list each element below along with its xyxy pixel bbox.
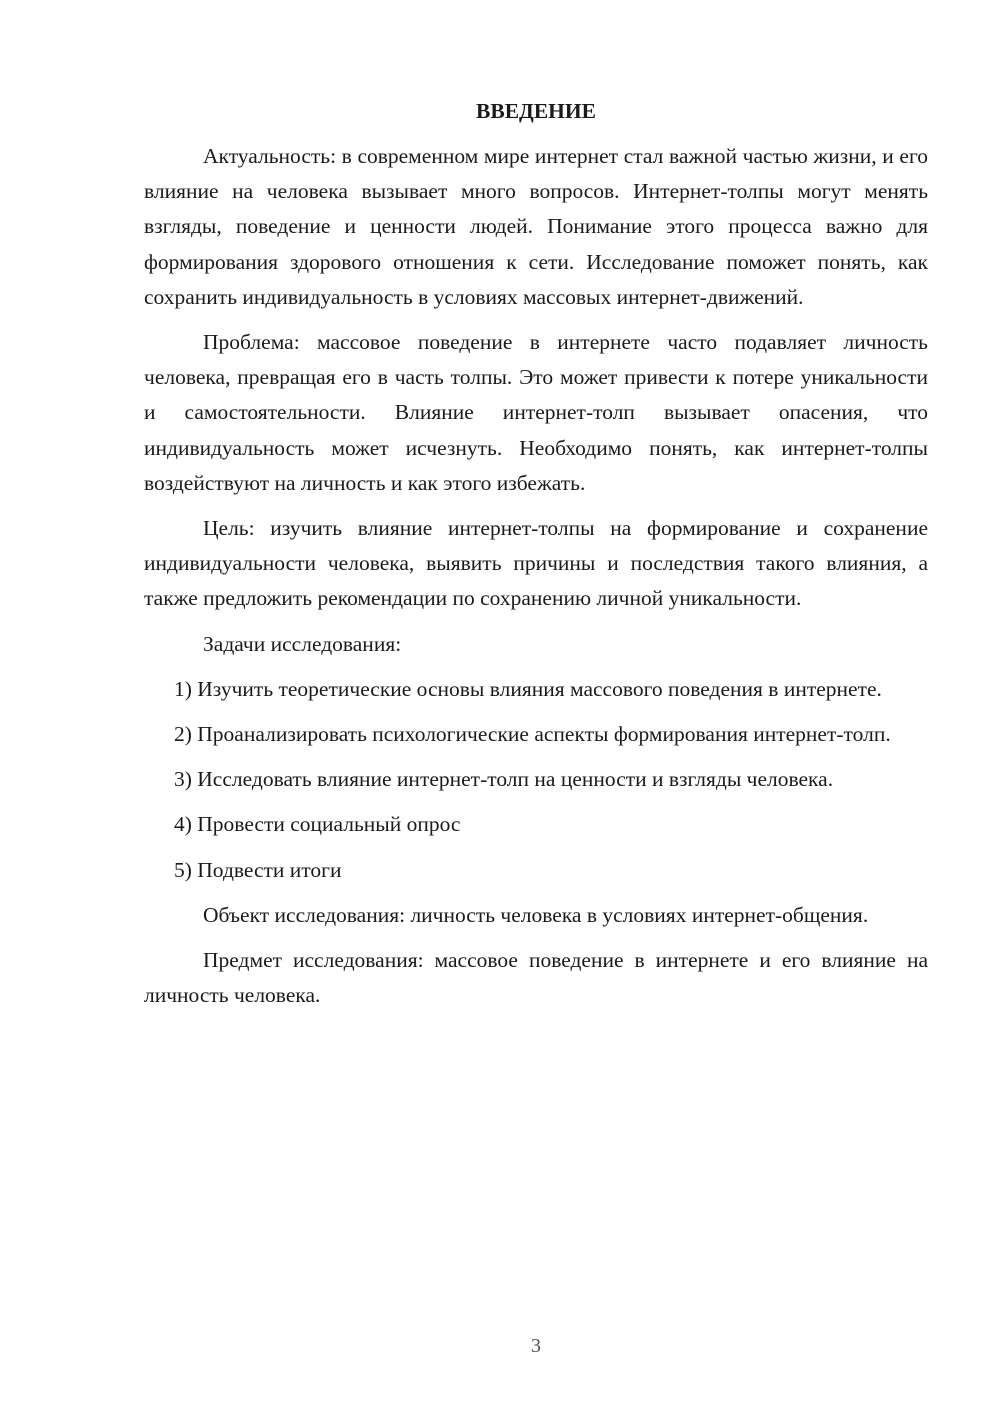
paragraph-object: Объект исследования: личность человека в условиях интернет-общения. [203, 902, 869, 927]
paragraph-problem: Проблема: массовое поведение в интернете часто подавляет личность человека, превращая его в часть толпы. Это может привести к потере уникальности и самостоятельности. Влияние интернет-толп вызывает опасения, что индивидуальность может исчезнуть. Необходимо понять, как интернет-толпы воздействуют на личность и как этого избежать. [144, 330, 928, 495]
paragraph-subject: Предмет исследования: массовое поведение в интернете и его влияние на личность человека. [144, 948, 928, 1008]
task-item-2: 2) Проанализировать психологические аспекты формирования интернет-толп. [174, 722, 891, 747]
page-content [144, 96, 928, 1023]
tasks-heading: Задачи исследования: [203, 631, 402, 656]
paragraph-relevance: Актуальность: в современном мире интернет стал важной частью жизни, и его влияние на человека вызывает много вопросов. Интернет-толпы могут менять взгляды, поведение и ценности людей. Понимание этого процесса важно для формирования здорового отношения к сети. Исследование поможет понять, как сохранить индивидуальность в условиях массовых интернет-движений. [144, 144, 928, 309]
paragraph-goal: Цель: изучить влияние интернет-толпы на формирование и сохранение индивидуальности человека, выявить причины и последствия такого влияния, а также предложить рекомендации по сохранению личной уникальности. [144, 516, 928, 611]
page-title: ВВЕДЕНИЕ [476, 99, 596, 123]
task-item-3: 3) Исследовать влияние интернет-толп на ценности и взгляды человека. [174, 767, 834, 792]
task-item-4: 4) Провести социальный опрос [174, 812, 461, 837]
task-item-5: 5) Подвести итоги [174, 857, 342, 882]
page-number: 3 [531, 1335, 541, 1357]
task-item-1: 1) Изучить теоретические основы влияния массового поведения в интернете. [174, 676, 882, 701]
